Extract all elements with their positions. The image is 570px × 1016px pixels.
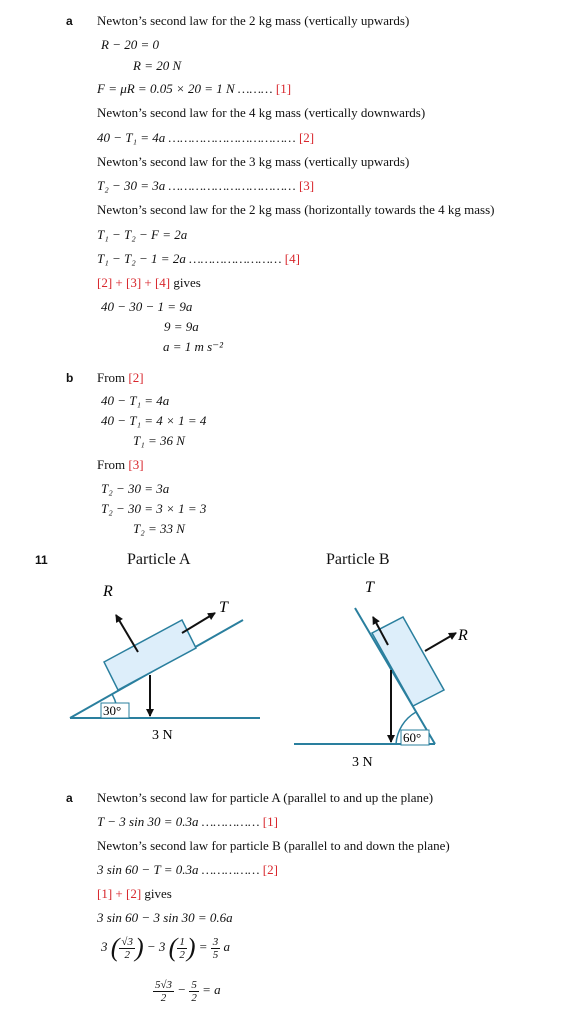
part-a-line-7: Newton’s second law for the 3 kg mass (vertically upwards) bbox=[97, 154, 410, 169]
part-a-line-9: Newton’s second law for the 2 kg mass (horizontally towards the 4 kg mass) bbox=[97, 202, 495, 217]
fraction-3-over-5: $\frac{3}{5}$ bbox=[212, 935, 219, 961]
label-t: T bbox=[219, 599, 228, 616]
label-r: R bbox=[458, 627, 468, 644]
label-weight: 3 N bbox=[352, 755, 373, 770]
fraction-5-over-2: $\frac{5}{2}$ bbox=[191, 978, 197, 1004]
from-text: From bbox=[97, 370, 129, 385]
part-a-line-3: R = 20 N bbox=[133, 58, 182, 73]
part-b-label: b bbox=[66, 371, 74, 385]
ref-1: [1] bbox=[262, 814, 278, 829]
fraction-root3-over-2: $\frac{√3}{2}$ bbox=[121, 935, 133, 961]
part-a-line-14: 9 = 9a bbox=[164, 319, 199, 334]
coef-3: 3 bbox=[101, 939, 108, 954]
part-a-line-10: T₁ − T₂ − F = 2a bbox=[97, 227, 188, 242]
label-t: T bbox=[365, 579, 374, 596]
part-a-line-1: Newton’s second law for the 2 kg mass (vertically upwards) bbox=[97, 13, 410, 28]
equation-4: T₁ − T₂ − 1 = 2a …………………… bbox=[97, 251, 282, 266]
part-a-line-13: 40 − 30 − 1 = 9a bbox=[101, 299, 193, 314]
part-a-line-2: R − 20 = 0 bbox=[101, 37, 159, 52]
equation-1: T − 3 sin 30 = 0.3a …………… bbox=[97, 814, 260, 829]
arrow-t bbox=[182, 613, 215, 633]
label-angle: 60° bbox=[403, 730, 422, 745]
ref-1: [1] bbox=[275, 81, 292, 96]
part-b-line-4: T₁ = 36 N bbox=[133, 433, 185, 448]
minus-3: − 3 bbox=[146, 939, 166, 954]
ref-3: [3] bbox=[128, 457, 144, 472]
part-11a-line-3: Newton’s second law for particle B (parallel to and down the plane) bbox=[97, 838, 450, 853]
ref-2: [2] bbox=[262, 862, 278, 877]
particle-a-title: Particle A bbox=[127, 551, 191, 568]
equation-3: T₂ − 30 = 3a …………………………… bbox=[97, 178, 296, 193]
particle-a-diagram bbox=[70, 583, 260, 743]
gives-text: gives bbox=[170, 275, 201, 290]
open-paren: ( bbox=[168, 933, 178, 963]
part-b-line-3: 40 − T₁ = 4 × 1 = 4 bbox=[101, 413, 207, 428]
gives-text: gives bbox=[141, 886, 172, 901]
particle-b-diagram bbox=[294, 579, 468, 770]
arrow-r bbox=[116, 615, 138, 652]
fraction-5root3-over-2: $\frac{5√3}{2}$ bbox=[155, 978, 173, 1004]
label-r: R bbox=[103, 583, 113, 600]
equals-a: = a bbox=[202, 982, 221, 997]
particle-b-title: Particle B bbox=[326, 551, 390, 568]
part-b-line-8: T₂ = 33 N bbox=[133, 521, 185, 536]
part-11a-line-4 bbox=[97, 862, 278, 878]
fraction-1-over-2: $\frac{1}{2}$ bbox=[179, 935, 185, 961]
part-a-line-5: Newton’s second law for the 4 kg mass (vertically downwards) bbox=[97, 105, 426, 120]
equation-2: 40 − T₁ = 4a …………………………… bbox=[97, 130, 296, 145]
part-a-line-15: a = 1 m s⁻² bbox=[163, 339, 223, 354]
close-paren: ) bbox=[134, 933, 144, 963]
part-11a-line-7 bbox=[101, 932, 230, 968]
equals: = bbox=[198, 939, 208, 954]
label-weight: 3 N bbox=[152, 728, 173, 743]
ref-sum: [1] + [2] bbox=[97, 886, 142, 901]
minus: − bbox=[177, 982, 187, 997]
question-number: 11 bbox=[35, 553, 48, 567]
ref-sum: [2] + [3] + [4] bbox=[97, 275, 171, 290]
part-b-line-6: T₂ − 30 = 3a bbox=[101, 481, 170, 496]
equation-2: 3 sin 60 − T = 0.3a …………… bbox=[97, 862, 260, 877]
part-11a-line-2 bbox=[97, 814, 278, 830]
from-text: From bbox=[97, 457, 129, 472]
part-11a-line-1: Newton’s second law for particle A (parallel to and up the plane) bbox=[97, 790, 434, 805]
block-b bbox=[372, 617, 444, 706]
part-11a-line-5 bbox=[97, 886, 172, 902]
ref-2: [2] bbox=[298, 130, 315, 145]
open-paren: ( bbox=[110, 933, 120, 963]
part-b-line-7: T₂ − 30 = 3 × 1 = 3 bbox=[101, 501, 207, 516]
label-angle: 30° bbox=[103, 703, 122, 718]
part-a-label: a bbox=[66, 14, 73, 28]
ref-2: [2] bbox=[128, 370, 144, 385]
friction-equation: F = μR = 0.05 × 20 = 1 N ……… bbox=[97, 81, 273, 96]
arrow-r bbox=[425, 633, 456, 651]
part-11a-line-8 bbox=[153, 975, 221, 1011]
variable-a: a bbox=[223, 939, 231, 954]
part-b-line-2: 40 − T₁ = 4a bbox=[101, 393, 170, 408]
ref-3: [3] bbox=[298, 178, 315, 193]
ref-4: [4] bbox=[284, 251, 300, 266]
close-paren: ) bbox=[186, 933, 196, 963]
part-11a-line-6: 3 sin 60 − 3 sin 30 = 0.6a bbox=[97, 910, 233, 925]
part-11a-label: a bbox=[66, 791, 73, 805]
